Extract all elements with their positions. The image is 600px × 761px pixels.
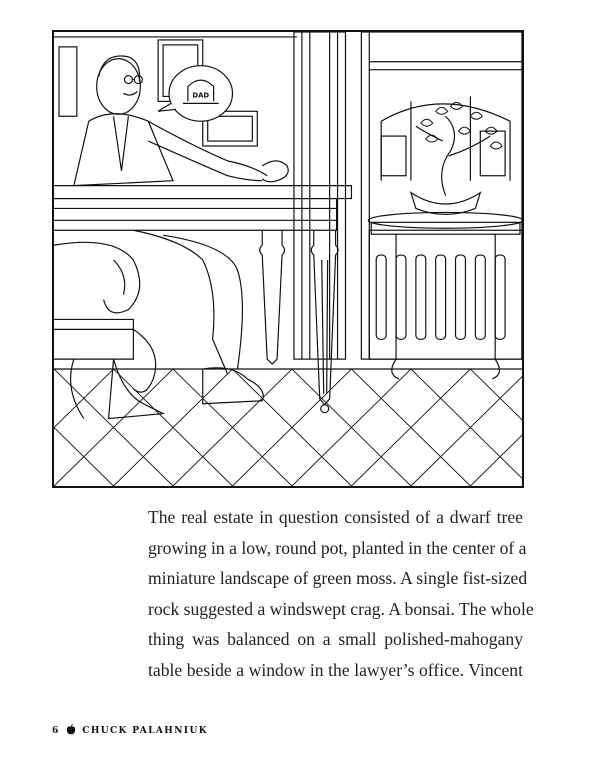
body-text bbox=[148, 502, 534, 686]
page-number: 6 bbox=[52, 726, 59, 736]
text-line: growing in a low, round pot, planted in the center of a bbox=[148, 537, 527, 558]
page-footer bbox=[52, 724, 208, 738]
text-line: table beside a window in the lawyer’s office. Vincent bbox=[148, 659, 523, 680]
speech-bubble-text: DAD bbox=[192, 91, 210, 100]
text-line: The real estate in question consisted of a dwarf tree bbox=[148, 507, 523, 527]
text-line: miniature landscape of green moss. A single fist-sized bbox=[148, 568, 528, 589]
author-name: CHUCK PALAHNIUK bbox=[82, 726, 208, 736]
text-line: thing was balanced on a small polished-mahogany bbox=[148, 629, 523, 650]
apple-icon bbox=[66, 724, 76, 738]
office-illustration bbox=[52, 30, 524, 488]
text-line: rock suggested a windswept crag. A bonsai. The whole bbox=[148, 598, 534, 619]
